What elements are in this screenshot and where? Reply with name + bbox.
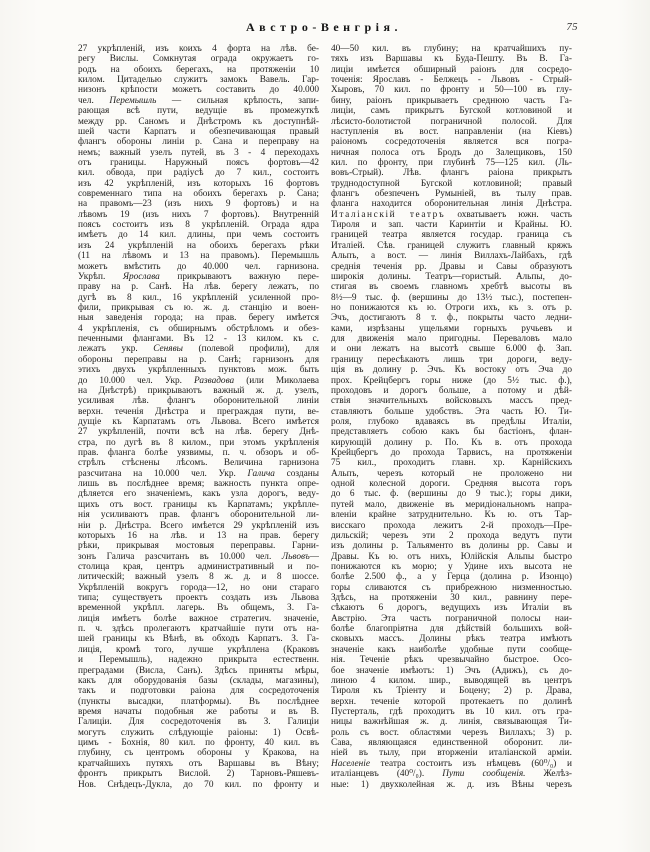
text-line: такъ и подготовки раіона для сосредоточенія	[78, 686, 319, 697]
text-line: Нов. Снѣдецъ-Дукла, до 70 кил. по фронту и	[78, 779, 319, 790]
text-line: лиція имѣетъ болѣе важное стратегич. значеніе,	[78, 613, 319, 624]
text-line: одной колесной дороги. Средняя высота горъ	[331, 479, 572, 490]
text-line: ніей въ тылу, при вторженіи италіанской арміи.	[331, 748, 572, 759]
text-line: до 6 тыс. ф. (вершины до 9 тыс.); горы дики,	[331, 489, 572, 500]
text-line: 40—50 кил. въ глубину; на кратчайшихъ пу-	[331, 44, 572, 54]
text-line: шей части Карпатъ и обезпечивающая правый	[78, 126, 319, 137]
text-line: Австрію. Эта часть пограничной полосы наи-	[331, 613, 572, 624]
text-line: Италіанскій театръ охватываетъ южн. часть	[331, 209, 572, 220]
text-line: усиливая лѣв. флангъ оборонительной линіи	[78, 396, 319, 407]
text-line: поясъ состоитъ изъ 8 укрѣпленій. Ограда ядра	[78, 220, 319, 231]
text-line: ныя заведенія города; на прав. берегу имѣется	[78, 313, 319, 324]
text-line: обороны переправы на р. Санѣ; гарнизонъ для	[78, 354, 319, 365]
text-line: Пустерталь, гдѣ проходитъ въ 10 кил. отъ гра-	[331, 707, 572, 717]
text-line: значеніе какъ наиболѣе удобные пути сообще-	[331, 644, 572, 655]
text-block	[78, 44, 572, 790]
text-line: низонъ крѣпости можетъ составить до 40.000	[78, 85, 319, 96]
text-line: Хыровъ, 70 кил. по фронту и 50—100 въ глу-	[331, 85, 572, 96]
text-line: литическій; важный узелъ 8 ж. д. и 8 шоссе.	[78, 572, 319, 583]
text-line: кил. по фронту, при глубинѣ 75—125 кил. (Ль-	[331, 157, 572, 168]
text-line: вовъ-Стрый). Лѣв. флангъ раіона прикрытъ	[331, 168, 572, 179]
page-title: Австро-Венгрія.	[245, 20, 403, 34]
text-line: Укрѣпленій вокругъ города—12, но они стараго	[78, 582, 319, 593]
text-line: границей театра является государ. граница съ	[331, 230, 572, 241]
text-line: болѣе 2.500 ф., а у Герца (долина р. Изонцо)	[331, 572, 572, 583]
text-line: Эчъ, достигаютъ 8 т. ф., покрыты часто ледни-	[331, 313, 572, 324]
text-line: Дравы. Къ ю. отъ нихъ, Юлійскія Альпы быстро	[331, 551, 572, 562]
text-line: до 10.000 чел. Укр. Развадова (или Миколаева	[78, 375, 319, 386]
text-line: можетъ вмѣстить до 40.000 чел. гарнизона.	[78, 261, 319, 272]
text-line: какъ для оборудованія базы (склады, магазины),	[78, 675, 319, 686]
text-line: раіономъ сосредоточенія является вся погра-	[331, 137, 572, 148]
text-line: верхн. теченіе которой протекаетъ по долинѣ	[331, 696, 572, 707]
text-line: роль съ вост. областями черезъ Виллахъ; 3) р.	[331, 727, 572, 738]
text-line: верхн. теченія Днѣстра и преграждая пути, ве-	[78, 406, 319, 417]
text-line: дильскій; черезъ эти 2 прохода ведутъ пути	[331, 530, 572, 541]
text-line: прох. Крейцбергъ горы ниже (до 5½ тыс. ф.),	[331, 375, 572, 386]
text-line: ные: 1) двухколейная ж. д. изъ Вѣны черезъ	[331, 779, 572, 790]
text-line: ніи р. Днѣстра. Всего имѣется 29 укрѣпленій изъ	[78, 520, 319, 531]
text-line: прав. фланга болѣе уязвимы, п. ч. обзоръ и об-	[78, 448, 319, 459]
text-line: праву на р. Санѣ. На лѣв. берегу лежатъ, по	[78, 282, 319, 293]
text-line: изъ долины р. Тальяменто въ долины рр. Савы и	[331, 541, 572, 552]
text-line: кил. обвода, при радіусѣ до 7 кил., состоитъ	[78, 168, 319, 179]
text-line: Населеніе театра состоитъ изъ нѣмцевъ (60⁰/₀) и	[331, 758, 572, 769]
text-line: родъ на обоихъ берегахъ, на протяженіи 10	[78, 64, 319, 75]
text-line: границу пересѣкаютъ лишь три дороги, веду-	[331, 354, 572, 365]
text-line: болѣе благопріятна для дѣйствій большихъ вой-	[331, 624, 572, 635]
text-line: ствія значительныхъ войсковыхъ массъ пред-	[331, 396, 572, 407]
text-line: дугѣ въ 8 кил., 16 укрѣпленій усиленной про-	[78, 292, 319, 303]
text-line: фили, прикрывая съ ю. ж. д. станцію и воен-	[78, 302, 319, 313]
text-line: бину, раіонъ прикрываетъ среднюю часть Га-	[331, 95, 572, 106]
text-line: представляетъ собою какъ бы бастіонъ, флан-	[331, 427, 572, 438]
page-number: 75	[566, 22, 578, 33]
text-line: 27 укрѣпленій, изъ коихъ 4 форта на лѣв. бе-	[78, 44, 319, 54]
text-line: вленіи крайне затруднительно. Къ ю. отъ Тар-	[331, 510, 572, 521]
text-line: преградами (Висла, Санъ). Здѣсь приняты мѣры,	[78, 665, 319, 676]
text-line: временной укрѣпл. лагерь. Въ общемъ, З. Га-	[78, 603, 319, 614]
text-line: 8½—9 тыс. ф. (вершины до 13½ тыс.), постепен-	[331, 292, 572, 303]
text-line: килом. Цитаделью служитъ замокъ Вавель. Гар-	[78, 75, 319, 86]
text-line: щія въ долину р. Эчъ. Къ востоку отъ Эча до	[331, 365, 572, 376]
text-line: ничная полоса отъ Бродъ до Залещиковъ, 150	[331, 147, 572, 158]
text-line: лиціи, самъ прикрытъ Бугской котловиной и	[331, 106, 572, 117]
text-line: роля, глубоко вдаваясь въ предѣлы Италіи,	[331, 416, 572, 427]
text-line: рающая всѣ пути, ведущіе въ промежуткѣ	[78, 106, 319, 117]
text-line: время начаты подобныя же работы и въ В.	[78, 707, 319, 717]
text-line: и они лежатъ на высотѣ свыше 6.000 ф. Зап.	[331, 344, 572, 355]
text-line: нія. Теченіе рѣкъ чрезвычайно быстрое. Осо-	[331, 655, 572, 666]
text-line: Галиціи. Для сосредоточенія въ З. Галиціи	[78, 717, 319, 728]
text-line: на правомъ—23 (изъ нихъ 9 фортовъ) и на	[78, 199, 319, 210]
text-line: дѣляется его значеніемъ, какъ узла дорогъ, веду-	[78, 489, 319, 500]
text-line: среднія теченія рр. Дравы и Савы образуютъ	[331, 261, 572, 272]
text-line: (11 на лѣвомъ и 13 на правомъ). Перемышль	[78, 251, 319, 262]
text-line: лѣсисто-болотистой пограничной полосой. Для	[331, 116, 572, 127]
text-line: немъ; важный узелъ путей, въ 3 - 4 переходахъ	[78, 147, 319, 158]
text-line: глубину, съ центромъ обороны у Кракова, на	[78, 748, 319, 759]
text-line: кирующій долину р. По. Къ в. отъ прохода	[331, 437, 572, 448]
text-line: фронтъ прикрытъ Вислой. 2) Тарновъ-Ряшевъ-	[78, 769, 319, 780]
text-line: Здѣсь, на протяженіи 30 кил., равнину пере-	[331, 593, 572, 604]
text-line: стра, по дугѣ въ 8 килом., при этомъ укрѣпленія	[78, 437, 319, 448]
text-line: Тироля и зап. части Каринтіи и Крайны. Ю.	[331, 220, 572, 231]
text-line: стрѣлъ стѣснены лѣсомъ. Величина гарнизона	[78, 458, 319, 469]
text-line: отъ границы. Наружный поясъ фортовъ—42	[78, 157, 319, 168]
text-line: (пункты высадки, платформы). Въ послѣднее	[78, 696, 319, 707]
text-line: изъ 24 укрѣпленій на обоихъ берегахъ рѣки	[78, 240, 319, 251]
text-line: Сава, являющаяся единственной оборонит. ли-	[331, 738, 572, 749]
left-text-column	[78, 44, 319, 790]
text-line: точенія: Ярославъ - Белжецъ - Львовъ - Стрый-	[331, 75, 572, 86]
text-line: лишь въ послѣднее время; важность пункта опре-	[78, 479, 319, 490]
text-line: ками, изрѣзаны ущельями горныхъ ручьевъ и	[331, 323, 572, 334]
text-line: но понижаются къ ю. Отроги ихъ, къ з. отъ р.	[331, 302, 572, 313]
text-line: чел. Перемышль — сильная крѣпость, запи-	[78, 95, 319, 106]
text-line: горы сливаются съ прибрежною низменностью.	[331, 582, 572, 593]
text-line: Укрѣп. Ярослава прикрываютъ важную пере-	[78, 271, 319, 282]
text-line: лежатъ укр. Сенявы (полевой профили), для	[78, 344, 319, 355]
text-line: для движенія мало пригодны. Переваловъ мало	[331, 334, 572, 345]
text-line: Альпъ, черезъ который не проложено ни	[331, 468, 572, 479]
text-line: проходовъ и дорогъ больше, а потому и дѣй-	[331, 385, 572, 396]
text-line: нія усиливаютъ прав. флангъ оборонительной ли-	[78, 510, 319, 521]
text-line: Альпъ, а вост. — линія Виллахъ-Лайбахъ, гдѣ	[331, 251, 572, 262]
right-text-column	[331, 44, 572, 790]
text-line: бое значеніе имѣютъ: 1) Эчъ (Адижъ), съ до-	[331, 665, 572, 676]
text-line: 75 кил., проходитъ главн. хр. Карнійскихъ	[331, 458, 572, 469]
text-line: изъ 42 укрѣпленій, изъ которыхъ 16 фортовъ	[78, 178, 319, 189]
text-line: лиціи имѣется обширный раіонъ для сосредо-	[331, 64, 572, 75]
text-line: разсчитана на 10.000 чел. Укр. Галича созданы	[78, 468, 319, 479]
text-line: италіанцевъ (40⁰/₀). Пути сообщенія. Желѣз-	[331, 769, 572, 780]
text-line: шей границы къ Вѣнѣ, въ обходъ Карпатъ. З. Га-	[78, 634, 319, 645]
text-line: столица края, центръ административный и по-	[78, 561, 319, 572]
text-line: путей мало, движеніе въ меридіональномъ напра-	[331, 499, 572, 510]
text-line: Италіей. Сѣв. границей служитъ главный кряжъ	[331, 240, 572, 251]
text-line: регу Вислы. Сомкнутая ограда окружаетъ го-	[78, 54, 319, 65]
text-line: дущіе къ Карпатамъ отъ Львова. Всего имѣется	[78, 416, 319, 427]
text-line: наступленія въ вост. направленіи (на Кіевъ)	[331, 126, 572, 137]
text-line: стигая въ своемъ главномъ хребтѣ высоты въ	[331, 282, 572, 293]
text-line: флангъ обороны линіи р. Сана и переправу на	[78, 137, 319, 148]
text-line: имѣетъ до 14 кил. длины, при чемъ состоитъ	[78, 230, 319, 241]
text-line: и Перемышль), надежно прикрыта естественн.	[78, 655, 319, 666]
text-line: сковыхъ массъ. Долины рѣкъ театра имѣютъ	[331, 634, 572, 645]
text-line: понижаются къ морю; у Удине ихъ высота не	[331, 561, 572, 572]
text-line: 4 укрѣпленія, съ обширнымъ обстрѣломъ и обез-	[78, 323, 319, 334]
text-line: щихъ отъ вост. границы къ Карпатамъ; укрѣпле-	[78, 499, 319, 510]
text-line: цимъ - Бохнія, 80 кил. по фронту, 40 кил. въ	[78, 738, 319, 749]
text-line: печенными флангами. Въ 12 - 13 килом. къ с.	[78, 334, 319, 345]
text-line: на Днѣстрѣ) прикрываютъ важный ж. д. узелъ,	[78, 385, 319, 396]
text-line: линою 4 килом. шир., выводящей въ центръ	[331, 675, 572, 686]
text-line: лѣвомъ 19 (изъ нихъ 7 фортовъ). Внутренній	[78, 209, 319, 220]
text-line: ницы важнѣйшая ж. д. линія, связывающая Ти-	[331, 717, 572, 728]
text-line: кратчайшихъ путяхъ отъ Варшавы въ Вѣну;	[78, 758, 319, 769]
text-line: широкія долины. Театръ—гористый. Альпы, до-	[331, 271, 572, 282]
text-line: рѣки, прикрывая мостовыя переправы. Гарни-	[78, 541, 319, 552]
text-line: между рр. Саномъ и Днѣстромъ къ доступнѣй-	[78, 116, 319, 127]
text-line: фланга находится оборонительная линія Днѣстра.	[331, 199, 572, 210]
text-line: п. ч. здѣсь пролегаютъ кратчайшіе пути отъ на-	[78, 624, 319, 635]
text-line: Тироля къ Тріенту и Боцену; 2) р. Драва,	[331, 686, 572, 697]
text-line: висскаго прохода лежитъ 2-й проходъ—Пре-	[331, 520, 572, 531]
text-line: типа; существуетъ проектъ создать изъ Львова	[78, 593, 319, 604]
text-line: тяхъ изъ Варшавы къ Буда-Пешту. Въ В. Га-	[331, 54, 572, 65]
text-line: этихъ двухъ укрѣпленныхъ пунктовъ мож. быть	[78, 365, 319, 376]
text-line: флангъ обезпеченъ Румыніей, въ тылу прав.	[331, 189, 572, 200]
text-line: зонъ Галича разсчитанъ въ 10.000 чел. Львовъ—	[78, 551, 319, 562]
text-line: могутъ служить слѣдующіе раіоны: 1) Освѣ-	[78, 727, 319, 738]
running-header	[78, 20, 578, 38]
text-line: лиція, кромѣ того, лучше укрѣплена (Краковъ	[78, 644, 319, 655]
text-line: ставляютъ больше удобствъ. Эта часть Ю. Ти-	[331, 406, 572, 417]
text-line: сѣкаютъ 6 дорогъ, ведущихъ изъ Италіи въ	[331, 603, 572, 614]
text-line: Крейцбергъ до прохода Тарвисъ, на протяженіи	[331, 448, 572, 459]
text-line: современнаго типа на обоихъ берегахъ р. Сана;	[78, 189, 319, 200]
text-line: труднодоступной Бугской котловиной; правый	[331, 178, 572, 189]
text-line: которыхъ 16 на лѣв. и 13 на прав. берегу	[78, 530, 319, 541]
text-line: 27 укрѣпленій, почти всѣ на лѣв. берегу Днѣ-	[78, 427, 319, 438]
